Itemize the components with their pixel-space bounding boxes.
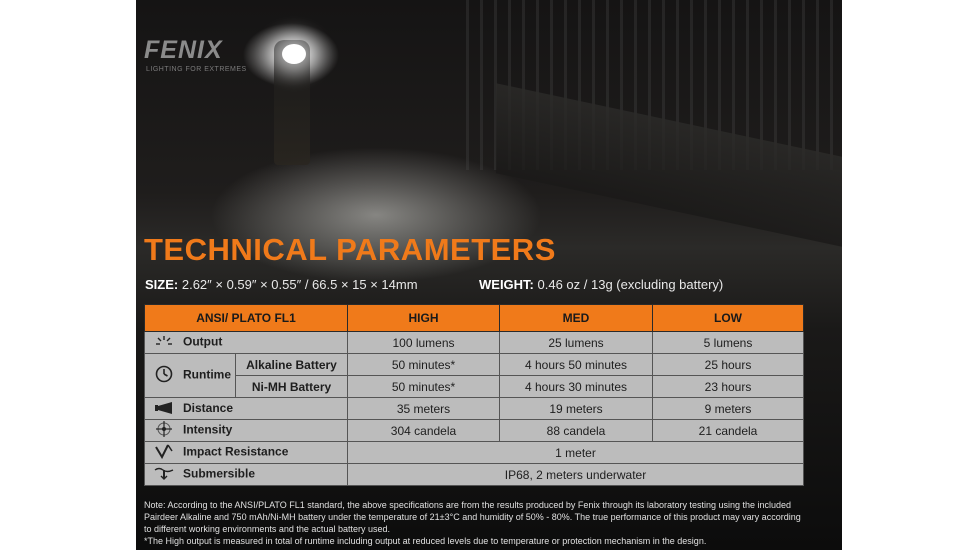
runtime-label: Runtime [183,367,231,382]
intensity-icon [153,420,175,441]
intensity-label: Intensity [183,422,233,437]
size-spec [145,277,418,292]
alkaline-low: 25 hours [653,354,804,376]
nimh-med: 4 hours 30 minutes [500,376,653,398]
output-label: Output [183,334,223,349]
table-row-distance [145,398,804,420]
table-row-output [145,332,804,354]
output-label-cell [145,332,348,354]
submersible-icon [153,466,175,483]
distance-label: Distance [183,400,234,415]
impact-label: Impact Resistance [183,444,289,459]
nimh-label: Ni-MH Battery [236,376,348,398]
spec-table [144,304,804,486]
impact-label-cell [145,442,348,464]
runtime-label-cell [145,354,236,398]
intensity-high: 304 candela [348,420,500,442]
note-main: Note: According to the ANSI/PLATO FL1 standard, the above specifications are from the results produced by Fenix through its laboratory testing using the included Pairdeer Alkaline and 750 mAh/Ni-MH battery under the temperature of 21±3°C and humidity of 50% - 80%. The true performance of this product may vary according to different working environments and the actual battery used. [144,500,801,534]
output-high: 100 lumens [348,332,500,354]
distance-label-cell [145,398,348,420]
submersible-label: Submersible [183,466,256,481]
table-row-runtime-nimh [145,376,804,398]
nimh-high: 50 minutes* [348,376,500,398]
alkaline-med: 4 hours 50 minutes [500,354,653,376]
clock-icon [153,365,175,386]
size-value: 2.62″ × 0.59″ × 0.55″ / 66.5 × 15 × 14mm [181,277,418,292]
distance-low: 9 meters [653,398,804,420]
weight-value: 0.46 oz / 13g (excluding battery) [537,277,724,292]
nimh-low: 23 hours [653,376,804,398]
table-row-impact [145,442,804,464]
brand-tagline: LIGHTING FOR EXTREMES [146,66,247,73]
intensity-low: 21 candela [653,420,804,442]
header-med: MED [500,305,653,332]
section-title: TECHNICAL PARAMETERS [144,232,556,267]
distance-high: 35 meters [348,398,500,420]
weight-spec [479,277,723,292]
alkaline-label: Alkaline Battery [236,354,348,376]
headlamp-light [282,44,306,64]
submersible-value: IP68, 2 meters underwater [348,464,804,486]
impact-value: 1 meter [348,442,804,464]
header-high: HIGH [348,305,500,332]
size-label: SIZE: [145,277,179,292]
brand-logo: FENIX [144,36,223,64]
table-row-submersible [145,464,804,486]
table-row-runtime-alkaline [145,354,804,376]
impact-icon [153,443,175,462]
distance-med: 19 meters [500,398,653,420]
product-poster [136,0,842,550]
alkaline-high: 50 minutes* [348,354,500,376]
intensity-med: 88 candela [500,420,653,442]
table-header-row [145,305,804,332]
submersible-label-cell [145,464,348,486]
header-low: LOW [653,305,804,332]
output-med: 25 lumens [500,332,653,354]
intensity-label-cell [145,420,348,442]
output-rays-icon [153,334,175,351]
weight-label: WEIGHT: [479,277,534,292]
output-low: 5 lumens [653,332,804,354]
table-row-intensity [145,420,804,442]
beam-icon [153,401,175,417]
header-standard: ANSI/ PLATO FL1 [145,305,348,332]
spec-notes [144,499,808,547]
note-footnote: *The High output is measured in total of runtime including output at reduced levels due to temperature or protection mechanism in the design. [144,536,707,546]
